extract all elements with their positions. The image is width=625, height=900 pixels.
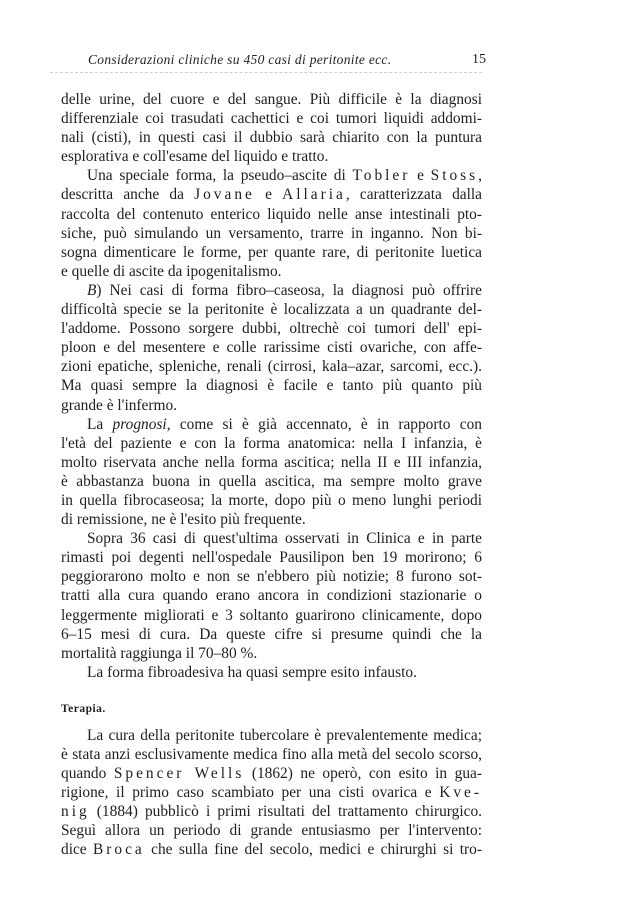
text-run: , come si è già accennato, è in rapporto con <box>166 415 482 433</box>
text-line: esplorativa e coll'esame del liquido e tratto. <box>61 148 329 166</box>
body-text <box>61 90 482 860</box>
text-run: descritta anche da <box>61 186 195 204</box>
paragraph-3 <box>61 281 482 415</box>
header-rule <box>50 72 482 73</box>
text-line: peggiorarono molto e non se n'ebbero più notizie; 8 furono sot- <box>61 568 482 586</box>
text-run: Una speciale forma, la pseudo–ascite di <box>87 167 353 185</box>
author-name: Tobler <box>352 167 411 185</box>
text-line: mortalità raggiunga il 70–80 %. <box>61 644 258 662</box>
paragraph-2 <box>61 166 482 281</box>
text-line: raccolta del contenuto enterico liquido nelle anse intestinali pto- <box>61 205 482 223</box>
text-line: sogna dimenticare le forme, per quante rare, di peritonite luetica <box>61 243 482 261</box>
text-run: (1884) pubblicò i primi risultati del trattamento chirurgico. <box>89 803 482 821</box>
text-line: l'addome. Possono sorgere dubbi, oltrechè coi tumori dell' epi- <box>61 320 482 338</box>
text-line: e quelle di ascite da ipogenitalismo. <box>61 262 282 280</box>
text-line: nali (cisti), in questi casi il dubbio sarà chiarito con la puntura <box>61 129 482 147</box>
running-head <box>88 52 486 72</box>
author-name: Kve- <box>439 784 482 802</box>
text-line: La cura della peritonite tubercolare è prevalentemente medica; <box>87 726 482 744</box>
text-run: , caratterizzata dalla <box>345 186 482 204</box>
paragraph-6 <box>61 663 482 682</box>
text-run: rigione, il primo caso scambiato per una cisti ovarica e <box>61 784 440 802</box>
text-line: ploon e del mesentere e colle rarissime cisti ovariche, con affe- <box>61 339 482 357</box>
author-name: Stoss <box>430 167 479 185</box>
text-line: di remissione, ne è l'esito più frequente. <box>61 511 306 529</box>
paragraph-4 <box>61 415 482 530</box>
text-line: è abbastanza buona in quella ascitica, ma sempre molto grave <box>61 472 482 490</box>
text-line: La forma fibroadesiva ha quasi sempre esito infausto. <box>87 663 417 681</box>
text-line: leggermente migliorati e 3 soltanto guarirono clinicamente, dopo <box>61 606 482 624</box>
text-line: rimasti poi degenti nell'ospedale Pausilipon ben 19 morirono; 6 <box>61 549 482 567</box>
paragraph-1 <box>61 90 482 166</box>
text-line: difficoltà specie se la peritonite è localizzata a un quadrante del- <box>61 301 482 319</box>
text-line: grande è l'infermo. <box>61 396 178 414</box>
text-line: molto riservata anche nella forma ascitica; nella II e III infanzia, <box>61 453 482 471</box>
text-line <box>61 802 482 821</box>
text-run: ) Nei casi di forma fibro–caseosa, la diagnosi può offrire <box>96 281 482 299</box>
author-name: Jovane <box>194 186 255 204</box>
text-run: che sulla fine del secolo, medici e chirurghi si tro- <box>144 841 482 859</box>
text-run: dice <box>61 841 93 859</box>
list-letter: B <box>87 281 97 299</box>
text-run: e <box>254 186 283 204</box>
page-number: 15 <box>472 52 486 67</box>
text-line: zioni epatiche, spleniche, renali (cirrosi, kala–azar, sarcomi, ecc.). <box>61 358 482 376</box>
text-line: tratti alla cura quando erano ancora in condizioni stazionarie o <box>61 587 482 605</box>
text-line <box>61 185 482 204</box>
text-line <box>61 840 482 859</box>
text-line: siche, può simulando un versamento, trarre in inganno. Non bi- <box>61 224 482 242</box>
text-run: quando <box>61 765 114 783</box>
text-run: (1862) ne operò, con esito in gua- <box>244 765 482 783</box>
author-name: Allaria <box>282 186 346 204</box>
paragraph-7 <box>61 726 482 860</box>
text-line: delle urine, del cuore e del sangue. Più difficile è la diagnosi <box>61 91 482 108</box>
text-line: Sopra 36 casi di quest'ultima osservati in Clinica e in parte <box>87 530 482 548</box>
text-run: e <box>410 167 431 185</box>
text-line: Ma quasi sempre la diagnosi è facile e tanto più quanto più <box>61 377 482 395</box>
text-line: in quella fibrocaseosa; la morte, dopo più o meno lunghi periodi <box>61 491 482 509</box>
running-head-title: Considerazioni cliniche su 450 casi di peritonite ecc. <box>88 52 392 67</box>
text-line <box>61 415 482 434</box>
text-line: differenziale coi trasudati cachettici e coi tumori liquidi addomi- <box>61 110 482 128</box>
text-line: Seguì allora un periodo di grande entusiasmo per l'intervento: <box>61 822 482 840</box>
text-line: l'età del paziente e con la forma anatomica: nella I infanzia, è <box>61 434 482 452</box>
emphasis: prognosi <box>112 415 167 433</box>
author-name: nig <box>61 803 90 821</box>
text-line <box>61 166 482 185</box>
author-name: Broca <box>93 841 145 859</box>
text-line: è stata anzi esclusivamente medica fino alla metà del secolo scorso, <box>61 746 482 763</box>
text-line: 6–15 mesi di cura. Da queste cifre si presume quindi che la <box>61 625 482 643</box>
author-name: Spencer Wells <box>113 765 245 783</box>
text-line <box>61 783 482 802</box>
paragraph-5 <box>61 529 482 663</box>
text-line <box>61 764 482 783</box>
text-run: , <box>478 167 482 185</box>
text-line <box>61 281 482 300</box>
section-heading: Terapia. <box>61 702 106 715</box>
text-run: La <box>87 415 113 433</box>
